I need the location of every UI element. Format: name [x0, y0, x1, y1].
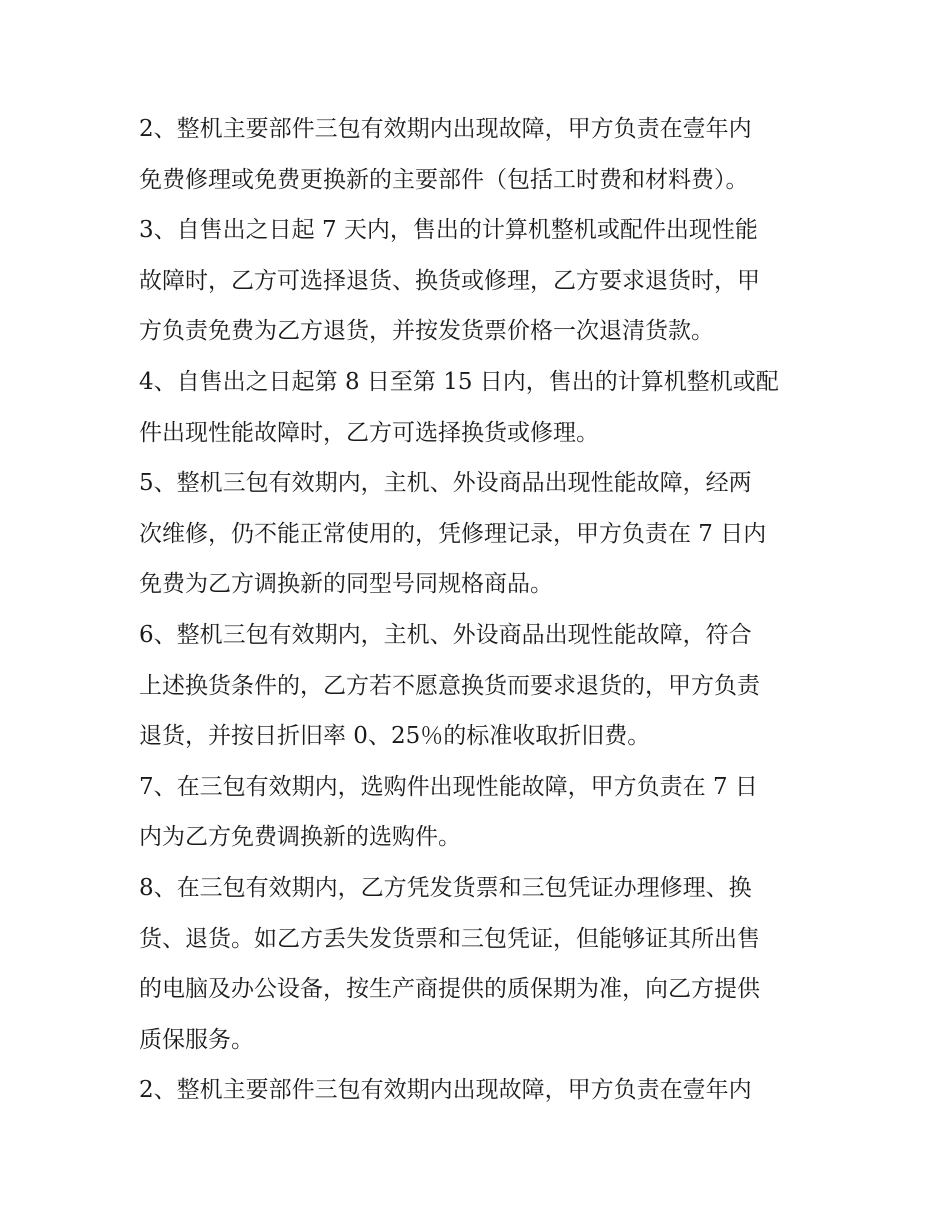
text-line-14: 7、在三包有效期内，选购件出现性能故障，甲方负责在 7 日 — [139, 773, 758, 800]
text-line-13: 退货，并按日折旧率 0、25％的标准收取折旧费。 — [139, 723, 651, 750]
text-line-7: 件出现性能故障时，乙方可选择换货或修理。 — [139, 419, 599, 446]
text-line-1: 2、整机主要部件三包有效期内出现故障，甲方负责在壹年内 — [139, 116, 752, 142]
text-line-15: 内为乙方免费调换新的选购件。 — [139, 824, 461, 851]
text-line-11: 6、整机三包有效期内，主机、外设商品出现性能故障，符合 — [139, 621, 752, 648]
text-line-2: 免费修理或免费更换新的主要部件（包括工时费和材料费）。 — [139, 166, 749, 193]
text-line-16: 8、在三包有效期内，乙方凭发货票和三包凭证办理修理、换 — [139, 874, 752, 901]
text-line-6: 4、自售出之日起第 8 日至第 15 日内，售出的计算机整机或配 — [139, 368, 779, 395]
document-body — [139, 104, 819, 1116]
text-line-5: 方负责免费为乙方退货，并按发货票价格一次退清货款。 — [139, 318, 714, 345]
text-line-20: 2、整机主要部件三包有效期内出现故障，甲方负责在壹年内 — [139, 1077, 752, 1104]
text-line-3: 3、自售出之日起 7 天内，售出的计算机整机或配件出现性能 — [139, 217, 758, 244]
text-line-18: 的电脑及办公设备，按生产商提供的质保期为准，向乙方提供 — [139, 976, 760, 1003]
text-line-19: 质保服务。 — [139, 1026, 254, 1053]
text-line-4: 故障时，乙方可选择退货、换货或修理，乙方要求退货时，甲 — [139, 267, 760, 294]
text-line-12: 上述换货条件的，乙方若不愿意换货而要求退货的，甲方负责 — [139, 672, 760, 699]
text-line-8: 5、整机三包有效期内，主机、外设商品出现性能故障，经两 — [139, 470, 752, 497]
text-line-17: 货、退货。如乙方丢失发货票和三包凭证，但能够证其所出售 — [139, 925, 760, 952]
text-line-9: 次维修，仍不能正常使用的，凭修理记录，甲方负责在 7 日内 — [139, 520, 767, 547]
text-line-10: 免费为乙方调换新的同型号同规格商品。 — [139, 571, 553, 598]
